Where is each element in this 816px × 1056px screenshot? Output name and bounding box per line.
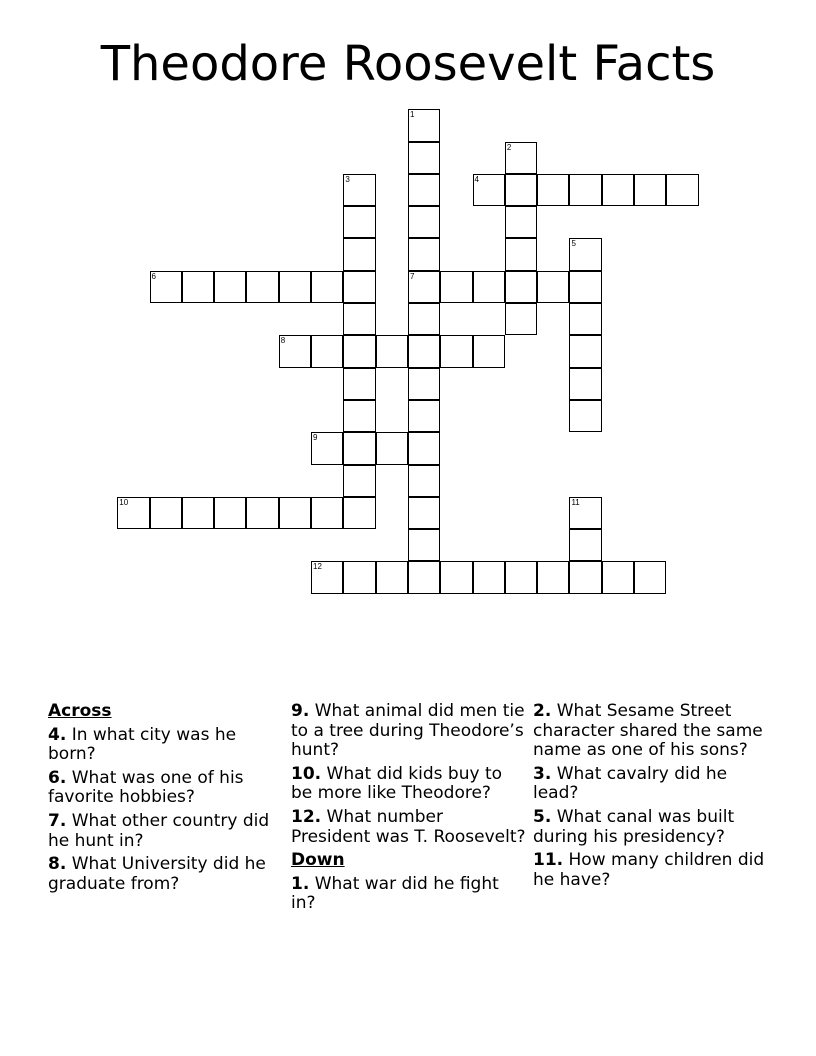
- clue-number: 9.: [291, 701, 310, 721]
- clue-down-1: [291, 875, 526, 914]
- clue-text: What canal was built during his presidency?: [533, 806, 735, 847]
- clue-down-5: [533, 808, 773, 847]
- grid-cell[interactable]: [343, 561, 375, 593]
- grid-cell[interactable]: [408, 174, 440, 206]
- clue-across-8: [48, 855, 280, 894]
- grid-cell[interactable]: [505, 271, 537, 303]
- grid-cell[interactable]: [343, 368, 375, 400]
- grid-cell[interactable]: [311, 497, 343, 529]
- clue-text: What animal did men tie to a tree during Theodore’s hunt?: [291, 701, 525, 761]
- grid-cell[interactable]: [408, 561, 440, 593]
- grid-cell[interactable]: [311, 335, 343, 367]
- grid-cell[interactable]: [569, 561, 601, 593]
- grid-cell[interactable]: [473, 174, 505, 206]
- grid-cell[interactable]: [602, 174, 634, 206]
- grid-cell[interactable]: [343, 206, 375, 238]
- clue-text: What Sesame Street character shared the same name as one of his sons?: [533, 701, 763, 761]
- grid-cell[interactable]: [343, 465, 375, 497]
- clue-number: 4.: [48, 724, 67, 745]
- cell-number: 7: [409, 271, 415, 281]
- grid-cell[interactable]: [473, 561, 505, 593]
- cell-number: 3: [345, 174, 350, 184]
- grid-cell[interactable]: [505, 303, 537, 335]
- grid-cell[interactable]: [182, 497, 214, 529]
- clue-text: What University did he graduate from?: [48, 854, 266, 894]
- clue-across-6: [48, 769, 280, 808]
- grid-cell[interactable]: [376, 335, 408, 367]
- cell-number: 12: [313, 562, 322, 572]
- grid-cell[interactable]: [505, 174, 537, 206]
- grid-cell[interactable]: [150, 271, 182, 303]
- grid-cell[interactable]: [408, 142, 440, 174]
- grid-cell[interactable]: [505, 206, 537, 238]
- grid-cell[interactable]: [279, 497, 311, 529]
- grid-cell[interactable]: [505, 142, 537, 174]
- grid-cell[interactable]: [440, 335, 472, 367]
- grid-cell[interactable]: [602, 561, 634, 593]
- clue-number: 3.: [533, 763, 552, 784]
- clue-down-3: [533, 765, 773, 804]
- grid-cell[interactable]: [569, 271, 601, 303]
- grid-cell[interactable]: [343, 497, 375, 529]
- grid-cell[interactable]: [117, 497, 149, 529]
- clue-across-9: [291, 702, 526, 761]
- grid-cell[interactable]: [376, 561, 408, 593]
- puzzle-title: Theodore Roosevelt Facts: [100, 36, 716, 92]
- cell-number: 5: [571, 239, 576, 249]
- cell-number: 6: [151, 271, 156, 281]
- grid-cell[interactable]: [376, 432, 408, 464]
- grid-cell[interactable]: [246, 497, 278, 529]
- clue-text: What other country did he hunt in?: [48, 810, 270, 851]
- clue-number: 7.: [48, 810, 67, 831]
- grid-cell[interactable]: [311, 432, 343, 464]
- clue-number: 5.: [533, 806, 552, 827]
- cell-number: 4: [474, 174, 479, 184]
- grid-cell[interactable]: [569, 174, 601, 206]
- grid-cell[interactable]: [408, 238, 440, 270]
- cell-number: 11: [571, 497, 580, 507]
- across-heading: Across: [48, 701, 112, 721]
- clue-across-7: [48, 812, 280, 851]
- grid-cell[interactable]: [473, 271, 505, 303]
- clue-number: 11.: [533, 850, 564, 871]
- grid-cell[interactable]: [408, 206, 440, 238]
- grid-cell[interactable]: [408, 529, 440, 561]
- grid-cell[interactable]: [634, 174, 666, 206]
- grid-cell[interactable]: [343, 303, 375, 335]
- cell-number: 2: [506, 142, 512, 152]
- grid-cell[interactable]: [279, 271, 311, 303]
- cell-number: 8: [280, 336, 286, 346]
- clues-column-2: [291, 702, 526, 918]
- clue-down-11: [533, 851, 773, 890]
- grid-cell[interactable]: [505, 561, 537, 593]
- clue-text: How many children did he have?: [533, 850, 765, 890]
- clue-number: 10.: [291, 763, 322, 784]
- clue-text: What cavalry did he lead?: [533, 763, 728, 804]
- clue-number: 8.: [48, 854, 67, 875]
- grid-cell[interactable]: [473, 335, 505, 367]
- grid-cell[interactable]: [408, 335, 440, 367]
- grid-cell[interactable]: [569, 238, 601, 270]
- grid-cell[interactable]: [569, 303, 601, 335]
- grid-cell[interactable]: [311, 271, 343, 303]
- grid-cell[interactable]: [569, 368, 601, 400]
- grid-cell[interactable]: [408, 465, 440, 497]
- grid-cell[interactable]: [537, 174, 569, 206]
- grid-cell[interactable]: [150, 497, 182, 529]
- clues-column-3: [533, 702, 773, 894]
- grid-cell[interactable]: [440, 271, 472, 303]
- grid-cell[interactable]: [505, 238, 537, 270]
- grid-cell[interactable]: [343, 174, 375, 206]
- grid-cell[interactable]: [343, 271, 375, 303]
- grid-cell[interactable]: [408, 400, 440, 432]
- grid-cell[interactable]: [343, 238, 375, 270]
- grid-cell[interactable]: [666, 174, 698, 206]
- grid-cell[interactable]: [569, 335, 601, 367]
- grid-cell[interactable]: [569, 529, 601, 561]
- grid-cell[interactable]: [214, 497, 246, 529]
- clue-text: In what city was he born?: [48, 724, 237, 765]
- crossword-grid: [118, 110, 718, 610]
- grid-cell[interactable]: [569, 400, 601, 432]
- clue-text: What was one of his favorite hobbies?: [48, 767, 244, 808]
- grid-cell[interactable]: [408, 432, 440, 464]
- grid-cell[interactable]: [440, 561, 472, 593]
- grid-cell[interactable]: [311, 561, 343, 593]
- clue-across-4: [48, 726, 280, 765]
- grid-cell[interactable]: [408, 368, 440, 400]
- cell-number: 1: [409, 110, 415, 120]
- grid-cell[interactable]: [182, 271, 214, 303]
- grid-cell[interactable]: [569, 497, 601, 529]
- clue-number: 2.: [533, 701, 552, 721]
- clue-down-2: [533, 702, 773, 761]
- clue-number: 1.: [291, 873, 310, 894]
- grid-cell[interactable]: [408, 497, 440, 529]
- clue-number: 12.: [291, 806, 322, 827]
- clue-number: 6.: [48, 767, 67, 788]
- grid-cell[interactable]: [537, 271, 569, 303]
- cell-number: 10: [119, 497, 129, 507]
- clue-across-12: [291, 808, 526, 847]
- grid-cell[interactable]: [537, 561, 569, 593]
- grid-cell[interactable]: [214, 271, 246, 303]
- grid-cell[interactable]: [343, 335, 375, 367]
- grid-cell[interactable]: [343, 400, 375, 432]
- grid-cell[interactable]: [634, 561, 666, 593]
- grid-cell[interactable]: [408, 109, 440, 141]
- grid-cell[interactable]: [408, 303, 440, 335]
- down-heading: Down: [291, 850, 345, 871]
- clue-text: What war did he fight in?: [291, 873, 499, 914]
- grid-cell[interactable]: [246, 271, 278, 303]
- clue-text: What did kids buy to be more like Theodore?: [291, 763, 503, 804]
- cell-number: 9: [313, 433, 318, 443]
- clues-column-1: [48, 702, 280, 898]
- clue-across-10: [291, 765, 526, 804]
- grid-cell[interactable]: [279, 335, 311, 367]
- grid-cell[interactable]: [408, 271, 440, 303]
- grid-cell[interactable]: [343, 432, 375, 464]
- clue-text: What number President was T. Roosevelt?: [291, 806, 526, 847]
